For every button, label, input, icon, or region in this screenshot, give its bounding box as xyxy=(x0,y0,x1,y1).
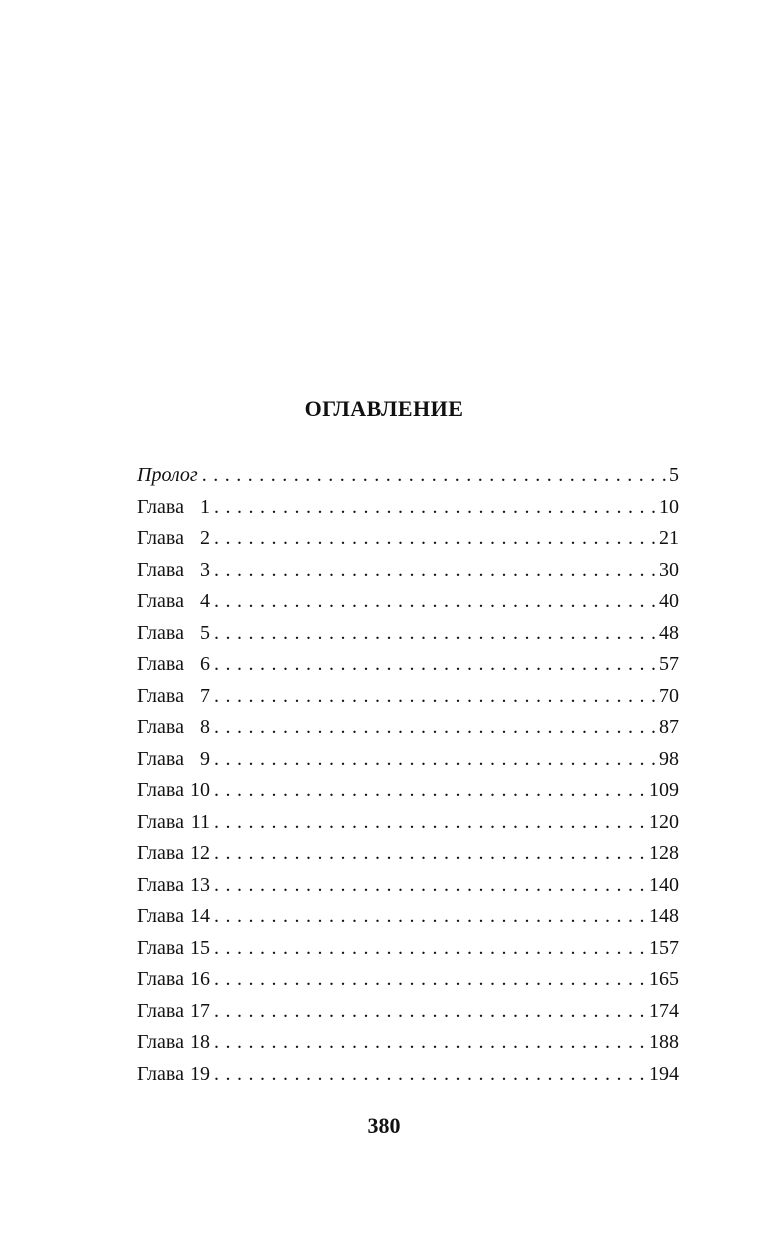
toc-entry-title: Глава xyxy=(137,1031,184,1053)
toc-entry-leader-dots xyxy=(214,555,656,587)
toc-title: ОГЛАВЛЕНИЕ xyxy=(304,396,464,421)
toc-entry xyxy=(137,1059,679,1091)
toc-entry-leader-dots xyxy=(214,807,646,839)
toc-entry-leader-dots xyxy=(214,649,656,681)
toc-entry-leader-dots xyxy=(214,1027,646,1059)
toc-entry-label xyxy=(137,649,210,681)
toc-entry xyxy=(137,1027,679,1059)
toc-entry-leader-dots xyxy=(214,901,646,933)
toc-entry-leader-dots xyxy=(214,744,656,776)
toc-entry-label xyxy=(137,492,210,524)
toc-entry-page: 188 xyxy=(649,1031,679,1053)
toc-entry-leader-dots xyxy=(214,618,656,650)
toc-entry-label xyxy=(137,807,210,839)
toc-entry-chapter-number: 7 xyxy=(199,684,210,707)
toc-entry-chapter-number: 14 xyxy=(189,905,210,927)
toc-entry-leader-dots xyxy=(214,523,656,555)
toc-entry-label xyxy=(137,1027,210,1059)
toc-entry-leader-dots xyxy=(214,775,646,807)
toc-entry-leader-dots xyxy=(214,681,656,713)
toc-entry-page: 5 xyxy=(669,464,679,486)
toc-entry xyxy=(137,807,679,839)
toc-entry-label xyxy=(137,775,210,807)
toc-entry-title: Глава xyxy=(137,1062,184,1085)
toc-entry-title: Глава xyxy=(137,558,184,581)
toc-entry-leader-dots xyxy=(214,1059,646,1091)
toc-entry-title: Глава xyxy=(137,653,184,675)
toc-entry-label xyxy=(137,996,210,1028)
toc-entry-leader-dots xyxy=(214,838,646,870)
toc-entry-title: Глава xyxy=(137,873,184,896)
toc-entry-title: Глава xyxy=(137,495,184,518)
toc-entry xyxy=(137,901,679,933)
toc-entry xyxy=(137,996,679,1028)
toc-entry-label xyxy=(137,618,210,650)
toc-entry-page: 10 xyxy=(659,495,679,518)
toc-entry-page: 87 xyxy=(659,716,679,738)
toc-entry-leader-dots xyxy=(214,586,656,618)
toc-entry-leader-dots xyxy=(214,870,646,902)
toc-entry-page: 128 xyxy=(649,842,679,864)
toc-entry-page: 174 xyxy=(649,999,679,1022)
toc-entry-title: Глава xyxy=(137,684,184,707)
toc-entry-title: Глава xyxy=(137,590,184,612)
toc-entry xyxy=(137,838,679,870)
toc-entry-page: 140 xyxy=(649,873,679,896)
toc-entry-label xyxy=(137,523,210,555)
toc-entry xyxy=(137,586,679,618)
toc-entry-chapter-number: 16 xyxy=(189,968,210,990)
toc-entry-page: 148 xyxy=(649,905,679,927)
toc-entry-title: Глава xyxy=(137,747,184,770)
toc-entry xyxy=(137,649,679,681)
toc-entry xyxy=(137,933,679,965)
toc-entry-title: Глава xyxy=(137,936,184,959)
toc-entry-label xyxy=(137,1059,210,1091)
toc-entry-leader-dots xyxy=(202,460,666,492)
toc-entry-page: 30 xyxy=(659,558,679,581)
toc-entry-chapter-number: 1 xyxy=(199,495,210,518)
toc-entry-chapter-number: 8 xyxy=(199,716,210,738)
toc-entry-title: Пролог xyxy=(137,464,198,486)
toc-entry-chapter-number: 15 xyxy=(189,936,210,959)
toc-entry-page: 70 xyxy=(659,684,679,707)
toc-entry-page: 98 xyxy=(659,747,679,770)
toc-entry-label xyxy=(137,933,210,965)
toc-entry-title: Глава xyxy=(137,968,184,990)
toc-entry-leader-dots xyxy=(214,933,646,965)
toc-entry-page: 40 xyxy=(659,590,679,612)
toc-entry-title: Глава xyxy=(137,716,184,738)
toc-entry-chapter-number: 10 xyxy=(189,779,210,801)
toc-entry-label xyxy=(137,838,210,870)
toc-entry-chapter-number: 17 xyxy=(189,999,210,1022)
toc-entry-title: Глава xyxy=(137,810,184,833)
toc-entry-title: Глава xyxy=(137,621,184,644)
toc-entry-title: Глава xyxy=(137,905,184,927)
toc-entry-label xyxy=(137,712,210,744)
toc-entry-leader-dots xyxy=(214,996,646,1028)
toc-entry-label xyxy=(137,555,210,587)
toc-entry-title: Глава xyxy=(137,779,184,801)
toc-entry xyxy=(137,555,679,587)
toc-entry xyxy=(137,460,679,492)
toc-entry-chapter-number: 9 xyxy=(199,747,210,770)
toc-entry-label xyxy=(137,870,210,902)
toc-entry-title: Глава xyxy=(137,999,184,1022)
toc-entry-chapter-number: 4 xyxy=(199,590,210,612)
toc-entry-chapter-number: 2 xyxy=(199,527,210,549)
toc-entry-label xyxy=(137,901,210,933)
toc-entry-label xyxy=(137,964,210,996)
toc-entry-chapter-number: 3 xyxy=(199,558,210,581)
toc-entry-page: 109 xyxy=(649,779,679,801)
toc-entry-chapter-number: 11 xyxy=(190,810,210,833)
toc-entry xyxy=(137,523,679,555)
toc-entry-page: 57 xyxy=(659,653,679,675)
toc-entry xyxy=(137,681,679,713)
toc-entry-page: 194 xyxy=(649,1062,679,1085)
toc-entry-label xyxy=(137,586,210,618)
toc-entry xyxy=(137,744,679,776)
toc-entry-leader-dots xyxy=(214,964,646,996)
toc-entry xyxy=(137,712,679,744)
page-number: 380 xyxy=(367,1113,401,1138)
toc-entry-chapter-number: 6 xyxy=(199,653,210,675)
toc-entry-chapter-number: 5 xyxy=(199,621,210,644)
toc-entry-leader-dots xyxy=(214,492,656,524)
toc-entry xyxy=(137,618,679,650)
toc-entry-chapter-number: 13 xyxy=(189,873,210,896)
toc-entry-page: 48 xyxy=(659,621,679,644)
toc-entry xyxy=(137,775,679,807)
toc-entry-page: 157 xyxy=(649,936,679,959)
toc-entry xyxy=(137,870,679,902)
toc-list xyxy=(137,460,679,1090)
toc-entry xyxy=(137,492,679,524)
toc-entry-page: 21 xyxy=(659,527,679,549)
toc-entry-label xyxy=(137,460,198,492)
toc-entry-label xyxy=(137,744,210,776)
toc-entry-chapter-number: 18 xyxy=(189,1031,210,1053)
toc-entry-page: 165 xyxy=(649,968,679,990)
toc-entry xyxy=(137,964,679,996)
toc-entry-title: Глава xyxy=(137,527,184,549)
toc-entry-leader-dots xyxy=(214,712,656,744)
toc-entry-chapter-number: 19 xyxy=(189,1062,210,1085)
toc-entry-chapter-number: 12 xyxy=(189,842,210,864)
toc-entry-label xyxy=(137,681,210,713)
toc-entry-page: 120 xyxy=(649,810,679,833)
toc-entry-title: Глава xyxy=(137,842,184,864)
